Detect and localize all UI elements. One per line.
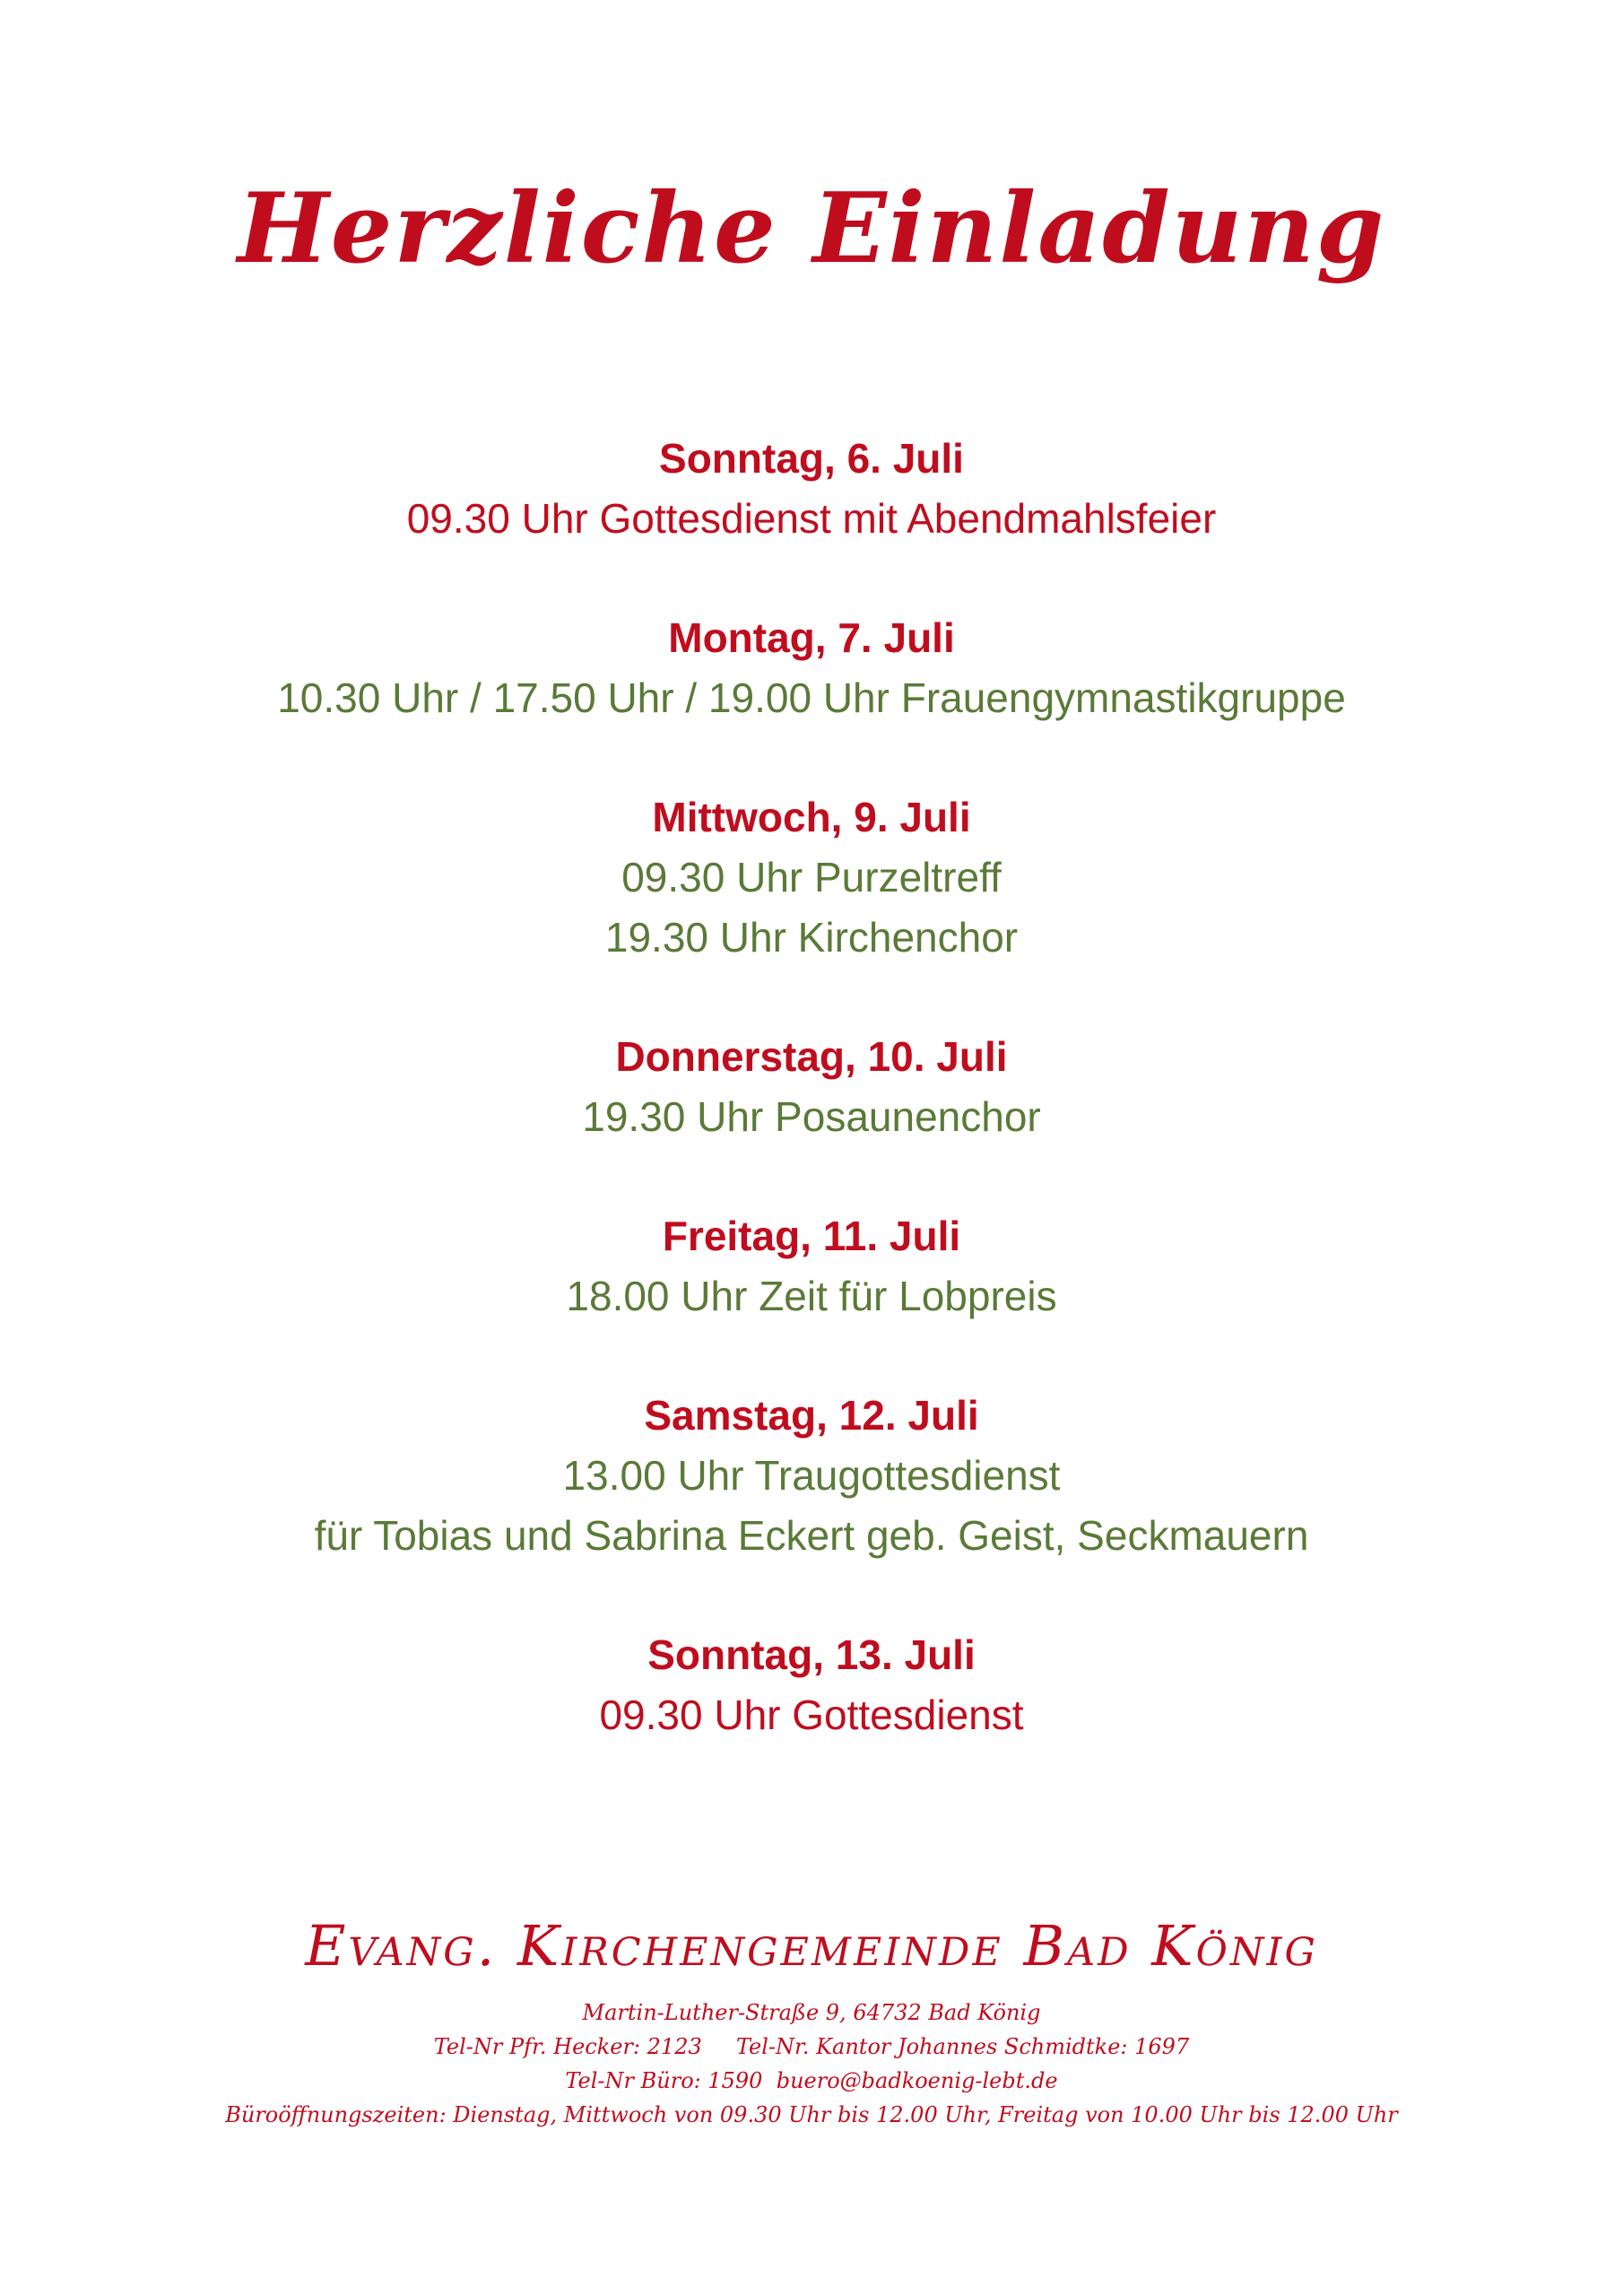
event-day-heading: Sonntag, 6. Juli <box>659 435 964 482</box>
event-detail-line: 09.30 Uhr Gottesdienst <box>599 1692 1024 1738</box>
event-monday-7 <box>0 608 1623 728</box>
event-detail-line: für Tobias und Sabrina Eckert geb. Geist, Seckmauern <box>314 1512 1309 1559</box>
office-hours-line: Büroöffnungszeiten: Dienstag, Mittwoch von 09.30 Uhr bis 12.00 Uhr, Freitag von 10.00 Uhr bis 12.00 Uhr <box>225 2102 1398 2127</box>
contact-footer <box>0 1996 1623 2132</box>
event-day-heading: Freitag, 11. Juli <box>662 1213 961 1259</box>
event-detail-line: 09.30 Uhr Purzeltreff <box>621 854 1002 900</box>
event-day-heading: Mittwoch, 9. Juli <box>652 794 971 840</box>
event-day-heading: Montag, 7. Juli <box>668 614 955 661</box>
event-saturday-12 <box>0 1386 1623 1566</box>
event-detail-line: 13.00 Uhr Traugottesdienst <box>562 1452 1061 1499</box>
office-contact-line: Tel-Nr Büro: 1590 buero@badkoenig-lebt.de <box>565 2068 1058 2093</box>
event-sunday-6 <box>0 429 1623 549</box>
phone-line: Tel-Nr Pfr. Hecker: 2123 Tel-Nr. Kantor Johannes Schmidtke: 1697 <box>433 2034 1190 2059</box>
event-day-heading: Donnerstag, 10. Juli <box>615 1033 1008 1080</box>
event-detail-line: 10.30 Uhr / 17.50 Uhr / 19.00 Uhr Frauengymnastikgruppe <box>277 674 1346 721</box>
event-day-heading: Sonntag, 13. Juli <box>647 1631 976 1678</box>
event-detail-line: 18.00 Uhr Zeit für Lobpreis <box>566 1273 1057 1319</box>
event-list <box>0 429 1623 1805</box>
event-sunday-13 <box>0 1625 1623 1745</box>
event-detail-line: 19.30 Uhr Posaunenchor <box>582 1093 1041 1140</box>
organization-name: Evang. Kirchengemeinde Bad König <box>305 1913 1318 1979</box>
event-friday-11 <box>0 1206 1623 1326</box>
event-wednesday-9 <box>0 787 1623 968</box>
address-line: Martin-Luther-Straße 9, 64732 Bad König <box>582 2000 1041 2025</box>
page-title: Herzliche Einladung <box>237 172 1386 285</box>
event-day-heading: Samstag, 12. Juli <box>644 1392 979 1439</box>
event-thursday-10 <box>0 1027 1623 1147</box>
event-detail-line: 19.30 Uhr Kirchenchor <box>604 914 1019 961</box>
event-detail-line: 09.30 Uhr Gottesdienst mit Abendmahlsfeier <box>406 495 1217 542</box>
